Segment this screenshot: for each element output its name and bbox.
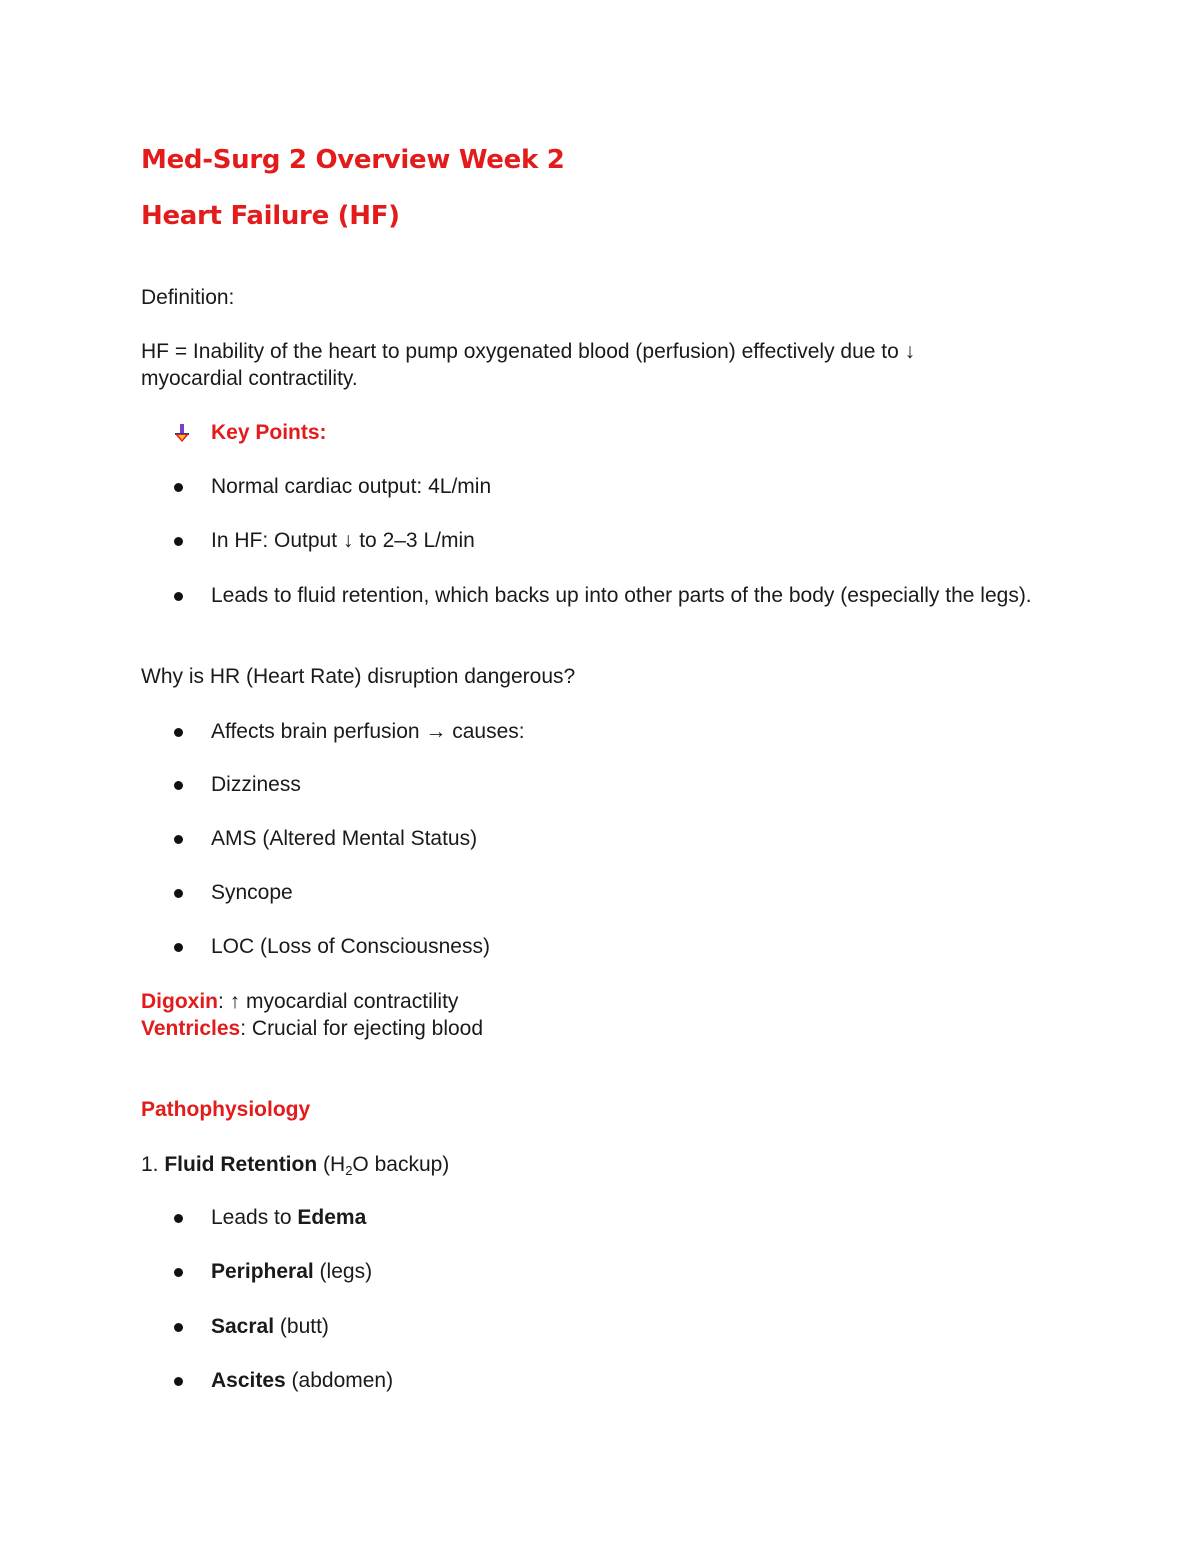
digoxin-line: [141, 988, 458, 1015]
bullet-icon: [174, 1214, 183, 1223]
down-arrow-icon: [171, 421, 193, 445]
bullet-icon: [174, 1377, 183, 1386]
bullet-icon: [174, 781, 183, 790]
fluid-retention-term: Fluid Retention: [164, 1153, 318, 1176]
bullet-icon: [174, 1268, 183, 1277]
pathophysiology-heading: Pathophysiology: [141, 1098, 311, 1121]
bullet-icon: [174, 889, 183, 898]
ventricles-term: Ventricles: [141, 1017, 241, 1040]
key-points-label: Key Points:: [211, 421, 327, 444]
digoxin-text: : ↑ myocardial contractility: [218, 990, 459, 1013]
definition-label: Definition:: [141, 286, 235, 309]
digoxin-term: Digoxin: [141, 990, 218, 1013]
hr-question: Why is HR (Heart Rate) disruption dangerous?: [141, 665, 576, 688]
bullet-icon: [174, 835, 183, 844]
bullet-icon: [174, 592, 183, 601]
bullet-icon: [174, 483, 183, 492]
ventricles-line: [141, 1015, 483, 1042]
bullet-icon: [174, 537, 183, 546]
fluid-retention-line: 1. Fluid Retention ($H_2O$ backup): [141, 1153, 450, 1178]
bullet-icon: [174, 728, 183, 737]
ventricles-text: : Crucial for ejecting blood: [240, 1017, 484, 1040]
section-heading-heart-failure: Heart Failure (HF): [141, 201, 400, 231]
document-title: Med-Surg 2 Overview Week 2: [141, 145, 565, 175]
bullet-icon: [174, 943, 183, 952]
bullet-icon: [174, 1323, 183, 1332]
definition-text: HF = Inability of the heart to pump oxygenated blood (perfusion) effectively due to ↓ myocardial contractility.: [141, 340, 916, 390]
